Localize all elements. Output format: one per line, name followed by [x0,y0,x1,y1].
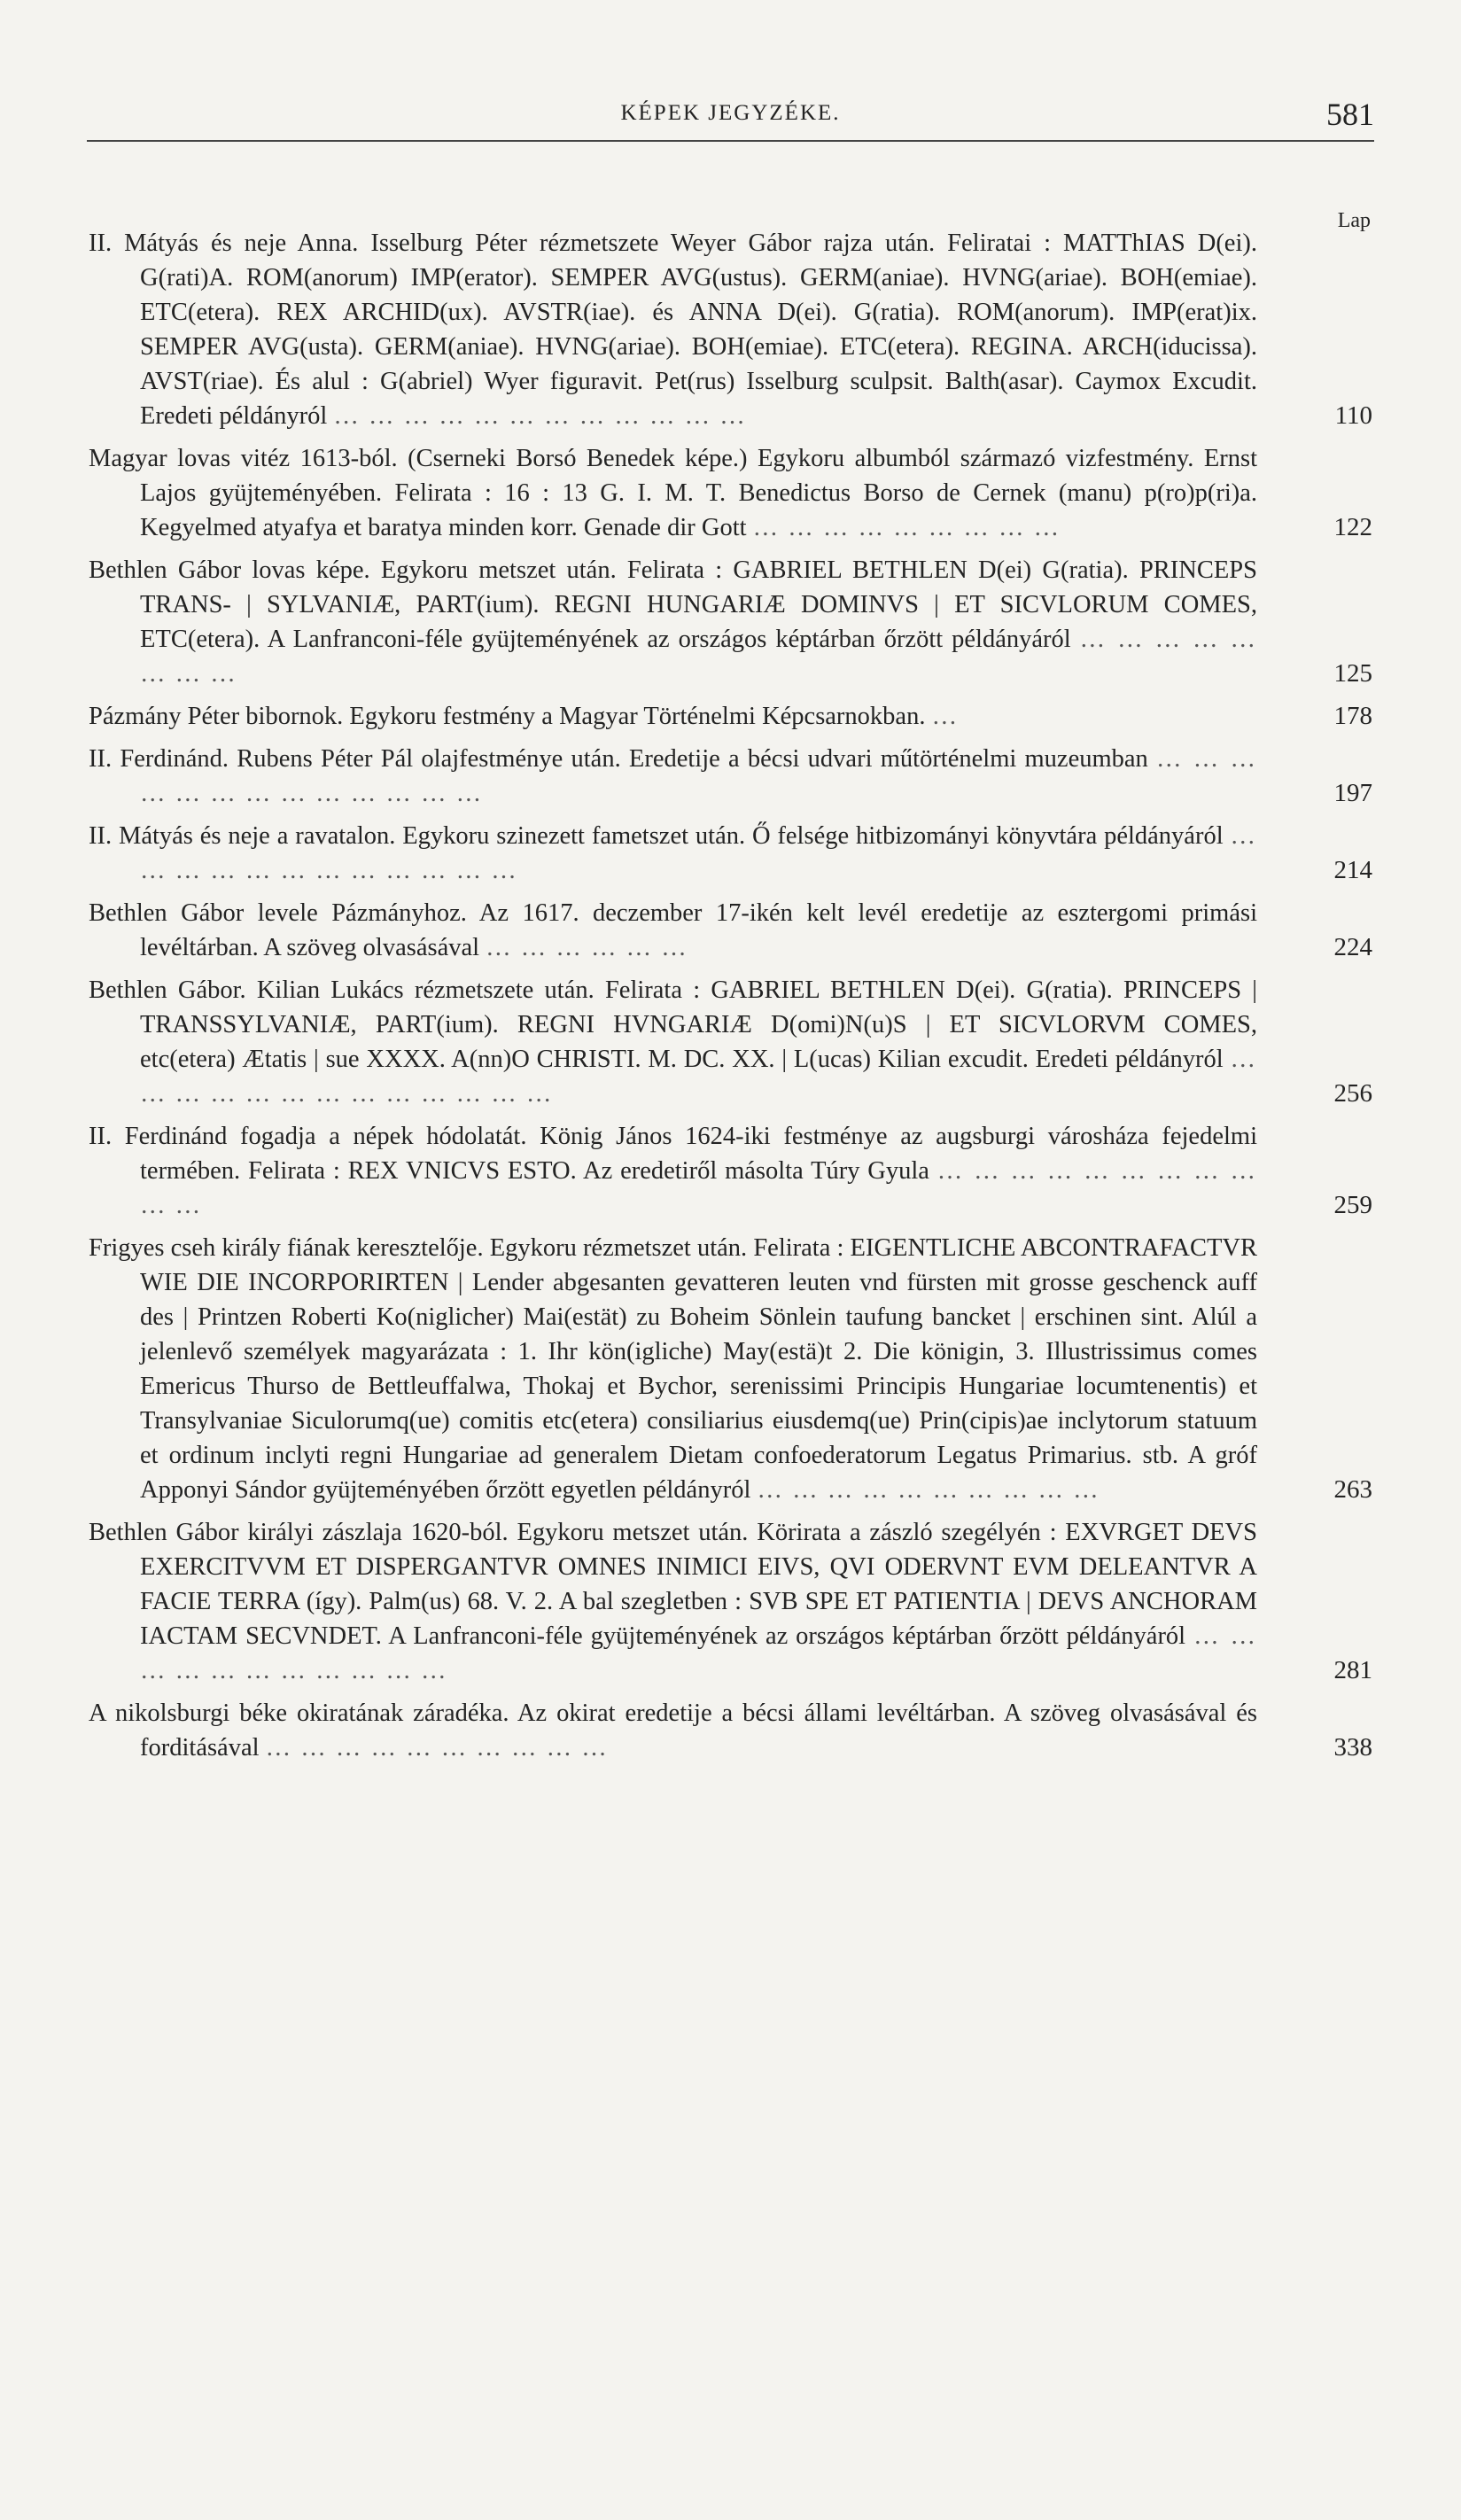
leader-dots: … … … … … … … … … … [757,1476,1100,1504]
list-item [89,896,1372,965]
leader-dots: … … … … … … [486,934,688,961]
running-title: KÉPEK JEGYZÉKE. [620,101,841,125]
leader-dots: … … … … … … … … … … … [140,1622,1258,1684]
leader-dots: … … … … … … … … … … … [140,1157,1257,1219]
leader-dots: … … … … … … … … … … … … [333,402,747,430]
entry-text: Frigyes cseh király fiának keresztelője. Egykoru rézmetszet után. Felirata : EIGENTLICHE ABCONTRAFACTVR WIE DIE INCORPORIRTEN | Lender abgesanten gevatteren leuten vnd fürsten mit grosse geschenck auff des | Printzen Roberti Ko(niglicher) Mai(estät) zu Boheim Sönlein taufung bancket | erschinen sint. Alúl a jelenlevő személyek magyarázata : 1. Ihr kön(igliche) May(estä)t 2. Die königin, 3. Illustrissimus comes Emericus Thurso de Bettleuffalwa, Thokaj et Bychor, serenissimi Principis Hungariae locumtenentis) et Transylvaniae Siculorumq(ue) comitis etc(etera) consiliarius eiusdemq(ue) Prin(cipis)ae inclytorum statuum et ordinum inclyti regni Hungariae ad generalem Dietam confoederatorum Legatus Primarius. stb. A gróf Apponyi Sándor gyüjteményében őrzött egyetlen példányról [89,1234,1257,1504]
list-item [89,1696,1372,1765]
entry-text: Bethlen Gábor királyi zászlaja 1620-ból. Egykoru metszet után. Körirata a zászló szegélyén : EXVRGET DEVS EXERCITVVM ET DISPERGANTVR OMNES INIMICI EIVS, QVI ODERVNT EVM DELEANTVR A FACIE TERRA (így). Palm(us) 68. V. 2. A bal szegletben : SVB SPE ET PATIENTIA | DEVS ANCHORAM IACTAM SECVNDET. A Lanfranconi-féle gyüjteményének az országos képtárban őrzött példányáról [89,1519,1257,1650]
leader-dots: … … … … … … … … … … [265,1734,609,1762]
entry-page-number: 178 [1333,702,1372,730]
entry-page-number: 338 [1333,1733,1372,1762]
list-item [89,226,1372,433]
running-head [87,96,1374,142]
entry-text: Bethlen Gábor levele Pázmányhoz. Az 1617. deczember 17-ikén kelt levél eredetije az esztergomi primási levéltárban. A szöveg olvasásával [89,899,1257,961]
list-item [89,973,1372,1111]
list-item [89,819,1372,888]
list-item [89,742,1372,811]
entry-page-number: 281 [1333,1656,1372,1684]
list-item [89,699,1372,734]
list-item [89,1119,1372,1223]
entry-text: II. Ferdinánd fogadja a népek hódolatát. König János 1624-iki festménye az augsburgi városháza fejedelmi termében. Felirata : REX VNICVS ESTO. Az eredetiről másolta Túry Gyula [89,1123,1257,1185]
entry-text: II. Mátyás és neje a ravatalon. Egykoru szinezett fametszet után. Ő felsége hitbizományi könyvtára példányáról [89,822,1224,850]
page-number: 581 [1326,97,1374,132]
entry-text: A nikolsburgi béke okiratának záradéka. Az okirat eredetije a bécsi állami levéltárban. A szöveg olvasásával és forditásával [89,1699,1257,1762]
entry-text: II. Ferdinánd. Rubens Péter Pál olajfestménye után. Eredetije a bécsi udvari műtörténelmi muzeumban [89,745,1148,773]
leader-dots: … … … … … … … … … [752,514,1061,541]
entry-page-number: 110 [1334,401,1372,430]
list-item [89,1231,1372,1507]
leader-dots: … [931,703,960,730]
entry-page-number: 125 [1333,659,1372,688]
leader-dots: … … … … … … … … … … … … … [140,745,1257,807]
leader-dots: … … … … … … … … … … … … … [140,1046,1258,1108]
leader-dots: … … … … … … … … [140,626,1258,688]
list-item [89,441,1372,545]
entry-text: Bethlen Gábor lovas képe. Egykoru metszet után. Felirata : GABRIEL BETHLEN D(ei) G(ratia). PRINCEPS TRANS- | SYLVANIÆ, PART(ium). REGNI HUNGARIÆ DOMINVS | ET SICVLORUM COMES, ETC(etera). A Lanfranconi-féle gyüjteményének az országos képtárban őrzött példányáról [89,556,1257,653]
entry-text: II. Mátyás és neje Anna. Isselburg Péter rézmetszete Weyer Gábor rajza után. Feliratai : MATThIAS D(ei). G(rati)A. ROM(anorum) IMP(erator). SEMPER AVG(ustus). GERM(aniae). HVNG(ariae). BOH(emiae). ETC(etera). REX ARCHID(ux). AVSTR(iae). és ANNA D(ei). G(ratia). ROM(anorum). IMP(erat)ix. SEMPER AVG(usta). GERM(aniae). HVNG(ariae). BOH(emiae). ETC(etera). REGINA. ARCH(iducissa). AVST(riae). És alul : G(abriel) Wyer figuravit. Pet(rus) Isselburg sculpsit. Balth(asar). Caymox Excudit. Eredeti példányról [89,229,1257,430]
entry-text: Bethlen Gábor. Kilian Lukács rézmetszete után. Felirata : GABRIEL BETHLEN D(ei). G(ratia). PRINCEPS | TRANSSYLVANIÆ, PART(ium). REGNI HVNGARIÆ D(omi)N(u)S | ET SICVLORVM COMES, etc(etera) Ætatis | sue XXXX. A(nn)O CHRISTI. M. DC. XX. | L(ucas) Kilian excudit. Eredeti példányról [89,976,1257,1073]
page-column-label: Lap [1337,209,1371,232]
list-item [89,553,1372,691]
entry-page-number: 263 [1333,1475,1372,1504]
entry-page-number: 214 [1333,856,1372,884]
entry-page-number: 122 [1333,513,1372,541]
entry-page-number: 259 [1333,1191,1372,1219]
entry-text: Pázmány Péter bibornok. Egykoru festmény a Magyar Történelmi Képcsarnokban. [89,703,926,730]
leader-dots: … … … … … … … … … … … … [140,822,1257,884]
entry-page-number: 197 [1333,779,1372,807]
list-item [89,1515,1372,1688]
entry-page-number: 256 [1333,1079,1372,1108]
illustration-list [89,226,1372,1773]
entry-text: Magyar lovas vitéz 1613-ból. (Cserneki Borsó Benedek képe.) Egykoru albumból származó vizfestmény. Ernst Lajos gyüjteményében. Felirata : 16 : 13 G. I. M. T. Benedictus Borso de Cernek (manu) p(ro)p(ri)a. Kegyelmed atyafya et baratya minden korr. Genade dir Gott [89,445,1257,541]
entry-page-number: 224 [1333,933,1372,961]
